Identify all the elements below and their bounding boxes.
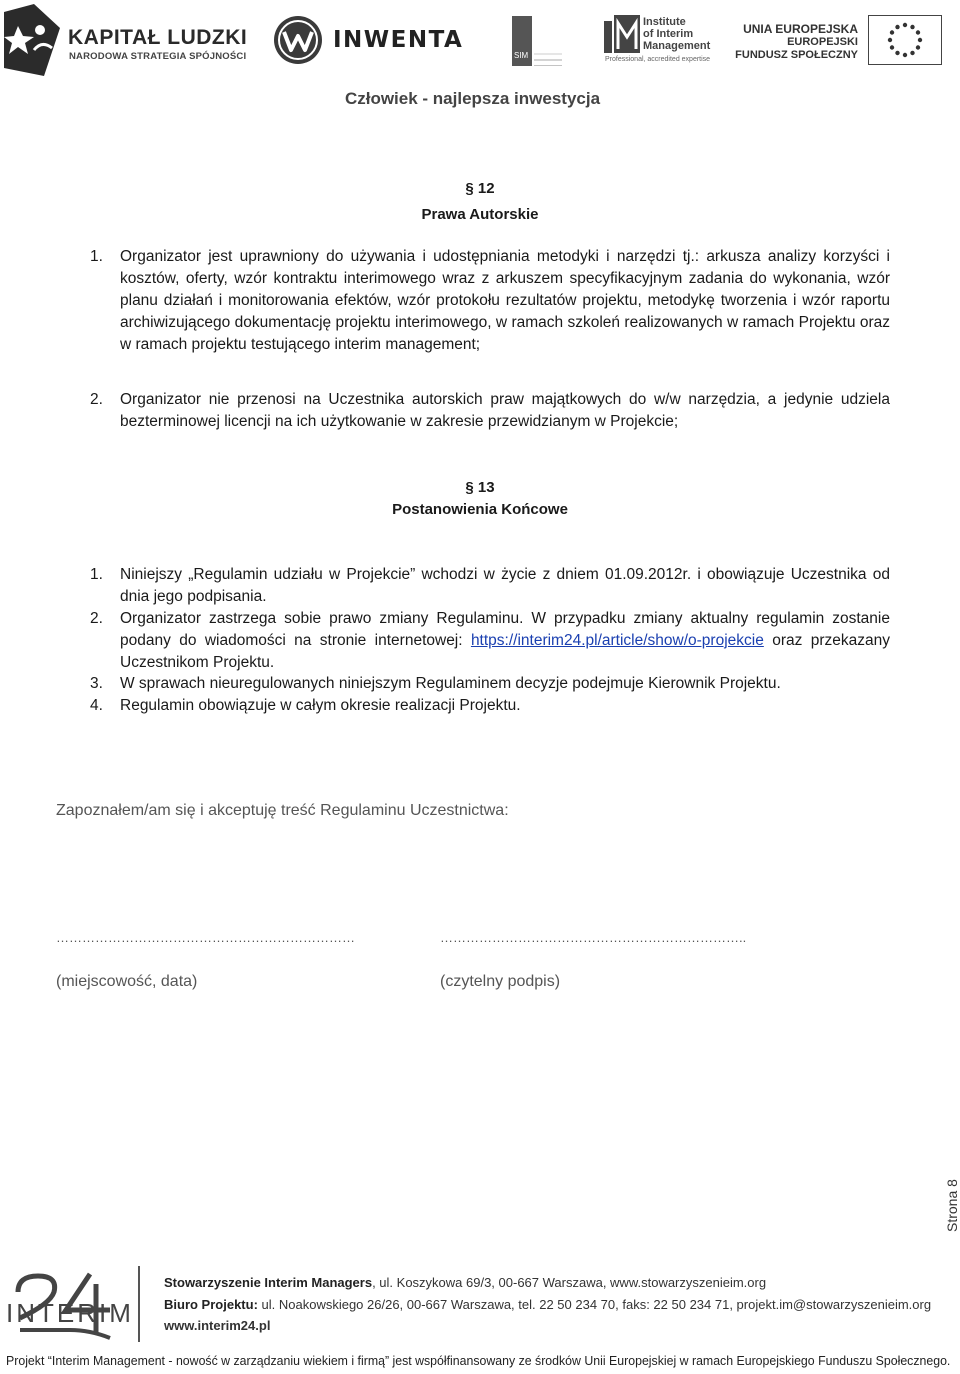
iim-line-2: of Interim	[643, 28, 694, 40]
footer-website: www.interim24.pl	[164, 1318, 271, 1333]
eu-star-icon	[895, 51, 899, 55]
association-address: , ul. Koszykowa 69/3, 00-667 Warszawa, www.stowarzyszenieim.org	[372, 1275, 767, 1290]
signature-dots-left: ……………………………………………………………	[56, 930, 355, 945]
section-12-item-1: Organizator jest uprawniony do używania i udostępniania metodyki i narzędzi tj.: arkusza analizy korzyści i kosztów, oferty, wzór kontraktu interimowego wraz z arkuszem specyfikacyjnym zadania do wykonania, wzór planu działań i monitorowania efektów, wzór protokołu rezultatów projektu, metodykę tworzenia i wzór raportu archiwizującego dokumentację projektu interimowego, w ramach szkoleń realizowanych w ramach Projektu oraz w ramach projektu testującego interim management;	[120, 248, 890, 353]
eu-star-icon	[918, 38, 922, 42]
signature-dots-right: ……………………………………………………………..	[440, 930, 747, 945]
place-date-label: (miejscowość, data)	[56, 973, 198, 990]
page-number: Strona 8	[944, 1179, 960, 1232]
tagline: Człowiek - najlepsza inwestycja	[344, 89, 601, 108]
footer-line-2	[164, 1297, 931, 1312]
item-number: 3.	[90, 675, 103, 692]
kapital-ludzki-subtitle: NARODOWA STRATEGIA SPÓJNOŚCI	[69, 51, 247, 62]
inwenta-logo-icon	[272, 14, 324, 66]
office-address: ul. Noakowskiego 26/26, 00-667 Warszawa, tel. 22 50 234 70, faks: 22 50 234 71, projekt.im@stowarzyszenieim.org	[257, 1297, 932, 1312]
section-13-item-1: Niniejszy „Regulamin udziału w Projekcie” wchodzi w życie z dniem 01.09.2012r. i obowiązuje Uczestnika od dnia jego podpisania.	[120, 566, 890, 605]
section-13-number: § 13	[465, 479, 495, 496]
eu-star-icon	[895, 25, 899, 29]
office-label: Biuro Projektu:	[164, 1297, 258, 1312]
item-2-text-after: oraz przekazany Uczestnikom Projektu.	[120, 632, 890, 671]
item-number: 2.	[90, 391, 103, 408]
eu-star-icon	[910, 51, 914, 55]
eu-star-icon	[888, 38, 892, 42]
section-13-item-4: Regulamin obowiązuje w całym okresie realizacji Projektu.	[120, 697, 521, 714]
eu-flag-icon	[868, 15, 942, 65]
interim-logo-word: INTERIM	[6, 1298, 134, 1328]
signature-label: (czytelny podpis)	[440, 973, 561, 990]
footer-line-1	[164, 1275, 766, 1290]
eu-star-icon	[903, 23, 907, 27]
header	[0, 0, 960, 108]
item-number: 1.	[90, 248, 103, 265]
iim-line-1: Institute	[643, 16, 686, 28]
footer-divider	[138, 1266, 140, 1342]
kapital-ludzki-title: KAPITAŁ LUDZKI	[68, 26, 248, 49]
acceptance-statement: Zapoznałem/am się i akceptuję treść Regulaminu Uczestnictwa:	[56, 802, 509, 819]
item-number: 4.	[90, 697, 103, 714]
iim-line-3: Management	[643, 40, 711, 52]
section-13-title: Postanowienia Końcowe	[392, 501, 568, 518]
ue-line-2: EUROPEJSKI	[787, 36, 858, 48]
iim-tagline: Professional, accredited expertise	[605, 56, 711, 63]
eu-star-icon	[890, 45, 894, 49]
item-number: 2.	[90, 610, 103, 627]
project-link[interactable]: https://interim24.pl/article/show/o-projekcie	[470, 632, 764, 649]
ue-line-3: FUNDUSZ SPOŁECZNY	[735, 49, 858, 61]
section-12-number: § 12	[465, 180, 495, 197]
kapital-ludzki-logo-icon	[4, 4, 60, 76]
item-2-text-before: Organizator zastrzega sobie prawo zmiany Regulaminu. W przypadku zmiany aktualny regulamin zostanie podany do wiadomości na stronie internetowej:	[120, 610, 890, 649]
section-12-title: Prawa Autorskie	[421, 206, 539, 223]
ue-line-1: UNIA EUROPEJSKA	[743, 22, 858, 36]
eu-star-icon	[916, 30, 920, 34]
inwenta-title: INWENTA	[333, 27, 464, 53]
iim-logo-icon	[604, 15, 640, 53]
section-13-item-3: W sprawach nieuregulowanych niniejszym Regulaminem decyzje podejmuje Kierownik Projektu.	[120, 675, 781, 692]
eu-star-icon	[890, 30, 894, 34]
eu-star-icon	[903, 53, 907, 57]
cofinancing-note: Projekt “Interim Management - nowość w zarządzaniu wiekiem i firmą” jest współfinansowany ze środków Unii Europejskiej w ramach Europejskiego Funduszu Społecznego.	[6, 1354, 951, 1368]
eu-star-icon	[916, 45, 920, 49]
item-number: 1.	[90, 566, 103, 583]
association-name: Stowarzyszenie Interim Managers	[164, 1275, 373, 1290]
section-13-item-2	[120, 608, 890, 674]
section-12-item-2: Organizator nie przenosi na Uczestnika autorskich praw majątkowych do w/w narzędzia, a jedynie udziela bezterminowej licencji na ich użytkowanie w zakresie przewidzianym w Projekcie;	[120, 391, 890, 430]
eu-star-icon	[910, 25, 914, 29]
sim-label: SIM	[514, 51, 529, 60]
